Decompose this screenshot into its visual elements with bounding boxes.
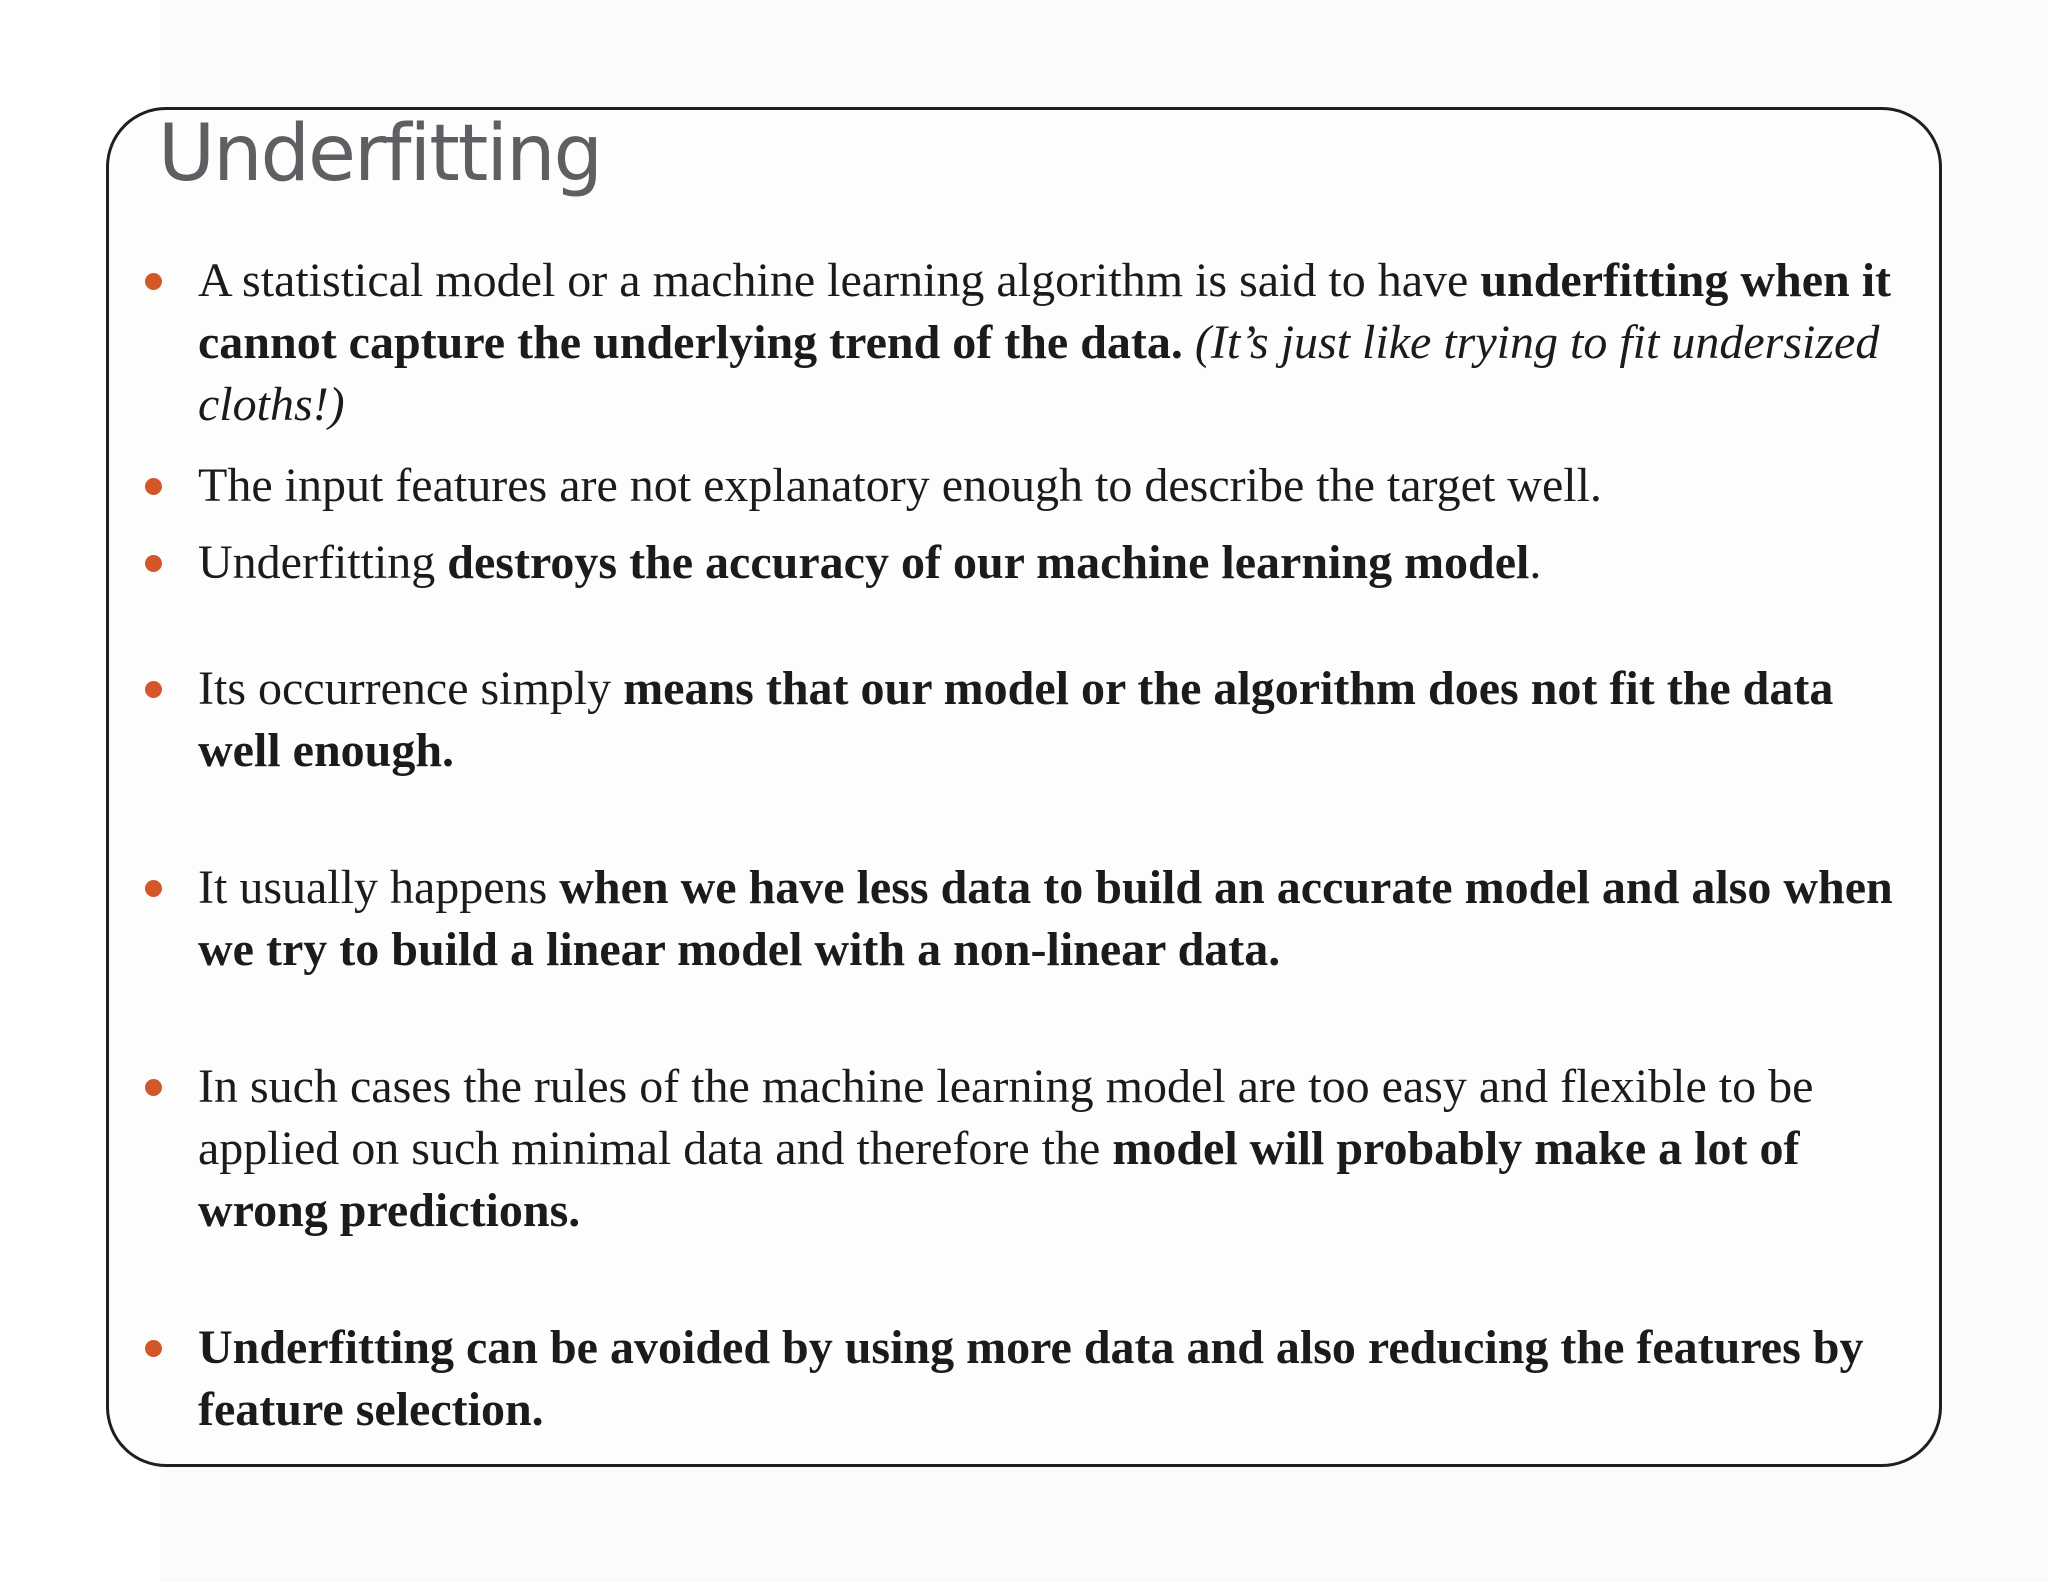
bullet-text: . xyxy=(1529,536,1542,589)
bullet-text: The input features are not explanatory enough to describe the target well. xyxy=(198,459,1602,512)
bullet-item xyxy=(198,455,1918,517)
bullet-text: A statistical model or a machine learning algorithm is said to have xyxy=(198,254,1481,307)
bullet-bold-text: destroys the accuracy of our machine learning model xyxy=(447,536,1530,589)
bullet-italic-text: (It’s just like trying to fit undersized cloths!) xyxy=(198,316,1880,431)
bullet-bold-text: underfitting when it cannot capture the underlying trend of the data. xyxy=(198,254,1892,369)
bullet-text: Underfitting xyxy=(198,536,448,589)
bullet-dot-icon xyxy=(145,273,162,290)
bullet-item xyxy=(198,857,1918,981)
bullet-dot-icon xyxy=(145,1340,162,1357)
bullet-bold-text: means that our model or the algorithm does not fit the data well enough. xyxy=(198,662,1834,777)
bullet-item xyxy=(198,1056,1918,1242)
bullet-dot-icon xyxy=(145,1079,162,1096)
bullet-dot-icon xyxy=(145,478,162,495)
bullet-dot-icon xyxy=(145,681,162,698)
bullet-text: It usually happens xyxy=(198,861,560,914)
bullet-item xyxy=(198,658,1918,782)
bullet-bold-text: when we have less data to build an accurate model and also when we try to build a linear model with a non-linear data. xyxy=(198,861,1893,976)
bullet-item xyxy=(198,250,1918,436)
bullet-bold-text: model will probably make a lot of wrong predictions. xyxy=(198,1122,1800,1237)
bullet-text: Its occurrence simply xyxy=(198,662,624,715)
bullet-text: In such cases the rules of the machine learning model are too easy and flexible to be applied on such minimal data and therefore the xyxy=(198,1060,1814,1175)
bullet-item xyxy=(198,1317,1918,1441)
slide-title: Underfitting xyxy=(158,109,602,199)
bullet-dot-icon xyxy=(145,555,162,572)
bullet-dot-icon xyxy=(145,880,162,897)
bullet-bold-text: Underfitting can be avoided by using more data and also reducing the features by feature selection. xyxy=(198,1321,1864,1436)
bullet-item xyxy=(198,532,1918,594)
